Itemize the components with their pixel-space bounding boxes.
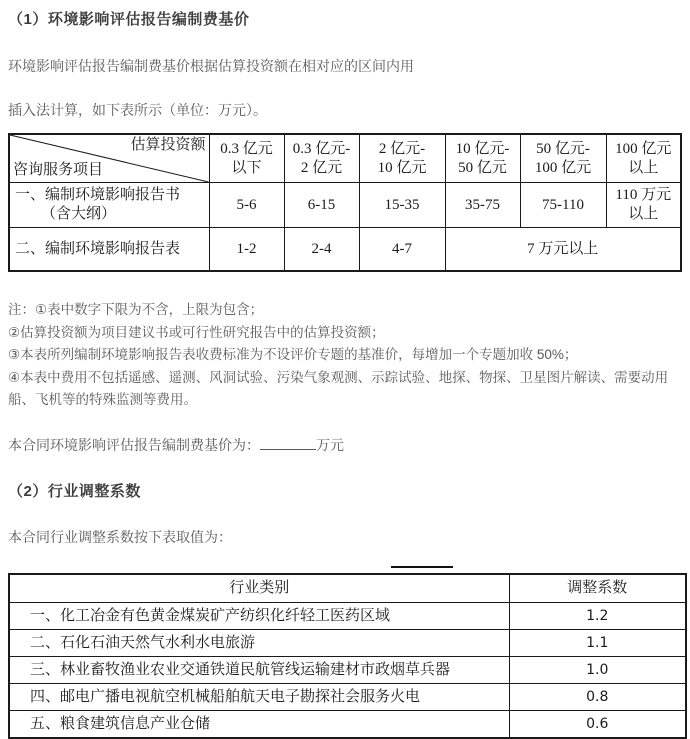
fee-table-row-report-book <box>9 183 681 228</box>
fee-intro-line-1: 环境影响评估报告编制费基价根据估算投资额在相对应的区间内用 <box>8 58 414 74</box>
industry-coefficient: 1.2 <box>509 602 686 629</box>
industry-coefficient: 1.0 <box>509 656 686 683</box>
industry-row <box>9 683 686 710</box>
corner-label-investment: 估算投资额 <box>130 137 206 153</box>
industry-row <box>9 602 686 629</box>
fee-value-merged: 7 万元以上 <box>445 228 681 272</box>
fill-suffix: 万元 <box>316 436 344 453</box>
fee-value: 15-35 <box>359 183 445 228</box>
fee-value: 75-110 <box>520 183 606 228</box>
industry-row <box>9 710 686 738</box>
col-header: 0.3 亿元 以下 <box>209 134 284 183</box>
col-header: 50 亿元- 100 亿元 <box>520 134 606 183</box>
industry-intro-line: 本合同行业调整系数按下表取值为： <box>8 528 232 545</box>
fee-intro-line-2: 插入法计算，如下表所示（单位：万元）。 <box>8 102 267 118</box>
fee-value: 6-15 <box>284 183 359 228</box>
corner-label-service: 咨询服务项目 <box>13 162 104 178</box>
industry-col-header-category: 行业类别 <box>9 574 509 603</box>
corner-diagonal-cell <box>9 134 209 183</box>
industry-category: 四、邮电广播电视航空机械船舶航天电子勘探社会服务火电 <box>9 683 509 710</box>
section-1-heading: （1）环境影响评估报告编制费基价 <box>8 11 250 28</box>
section-2-heading: （2）行业调整系数 <box>8 482 141 500</box>
notes-block <box>8 299 682 412</box>
fee-value: 4-7 <box>359 228 445 272</box>
industry-coefficient: 1.1 <box>509 629 686 656</box>
industry-category: 一、化工冶金有色黄金煤炭矿产纺织化纤轻工医药区域 <box>9 602 509 629</box>
industry-table-header-row <box>9 574 686 603</box>
fee-value: 110 万元 以上 <box>606 183 681 228</box>
fee-table-row-report-form <box>9 228 681 272</box>
col-header: 100 亿元 以上 <box>606 134 681 183</box>
row-label: 一、编制环境影响报告书 （含大纲） <box>9 183 209 228</box>
col-header: 10 亿元- 50 亿元 <box>445 134 520 183</box>
row-label: 二、编制环境影响报告表 <box>9 228 209 272</box>
industry-row <box>9 656 686 683</box>
industry-row <box>9 629 686 656</box>
fee-value: 2-4 <box>284 228 359 272</box>
fee-value: 5-6 <box>209 183 284 228</box>
industry-category: 三、林业畜牧渔业农业交通铁道民航管线运输建材市政烟草兵器 <box>9 656 509 683</box>
note-4: ④本表中费用不包括遥感、遥测、风洞试验、污染气象观测、示踪试验、地探、物探、卫星图片解读、需要动用船、飞机等的特殊监测等费用。 <box>8 369 669 407</box>
blank-underline <box>391 566 453 568</box>
fee-fill-in-line <box>8 435 682 455</box>
note-3: ③本表所列编制环境影响报告表收费标准为不设评价专题的基准价，每增加一个专题加收 50%； <box>8 347 578 362</box>
fill-in-blank <box>260 435 316 450</box>
industry-coefficient: 0.6 <box>509 710 686 738</box>
fee-value: 1-2 <box>209 228 284 272</box>
fee-value: 35-75 <box>445 183 520 228</box>
industry-category: 五、粮食建筑信息产业仓储 <box>9 710 509 738</box>
fill-prefix: 本合同环境影响评估报告编制费基价为： <box>8 436 260 453</box>
col-header: 2 亿元- 10 亿元 <box>359 134 445 183</box>
fee-table-header-row <box>9 134 681 183</box>
note-1: 注：①表中数字下限为不含，上限为包含； <box>8 302 264 317</box>
industry-coefficient: 0.8 <box>509 683 686 710</box>
col-header: 0.3 亿元- 2 亿元 <box>284 134 359 183</box>
industry-category: 二、石化石油天然气水利水电旅游 <box>9 629 509 656</box>
note-2: ②估算投资额为项目建议书或可行性研究报告中的估算投资额； <box>8 324 385 340</box>
fee-base-price-table <box>8 133 682 272</box>
industry-col-header-coef: 调整系数 <box>509 574 686 603</box>
industry-coefficient-table <box>8 573 687 739</box>
